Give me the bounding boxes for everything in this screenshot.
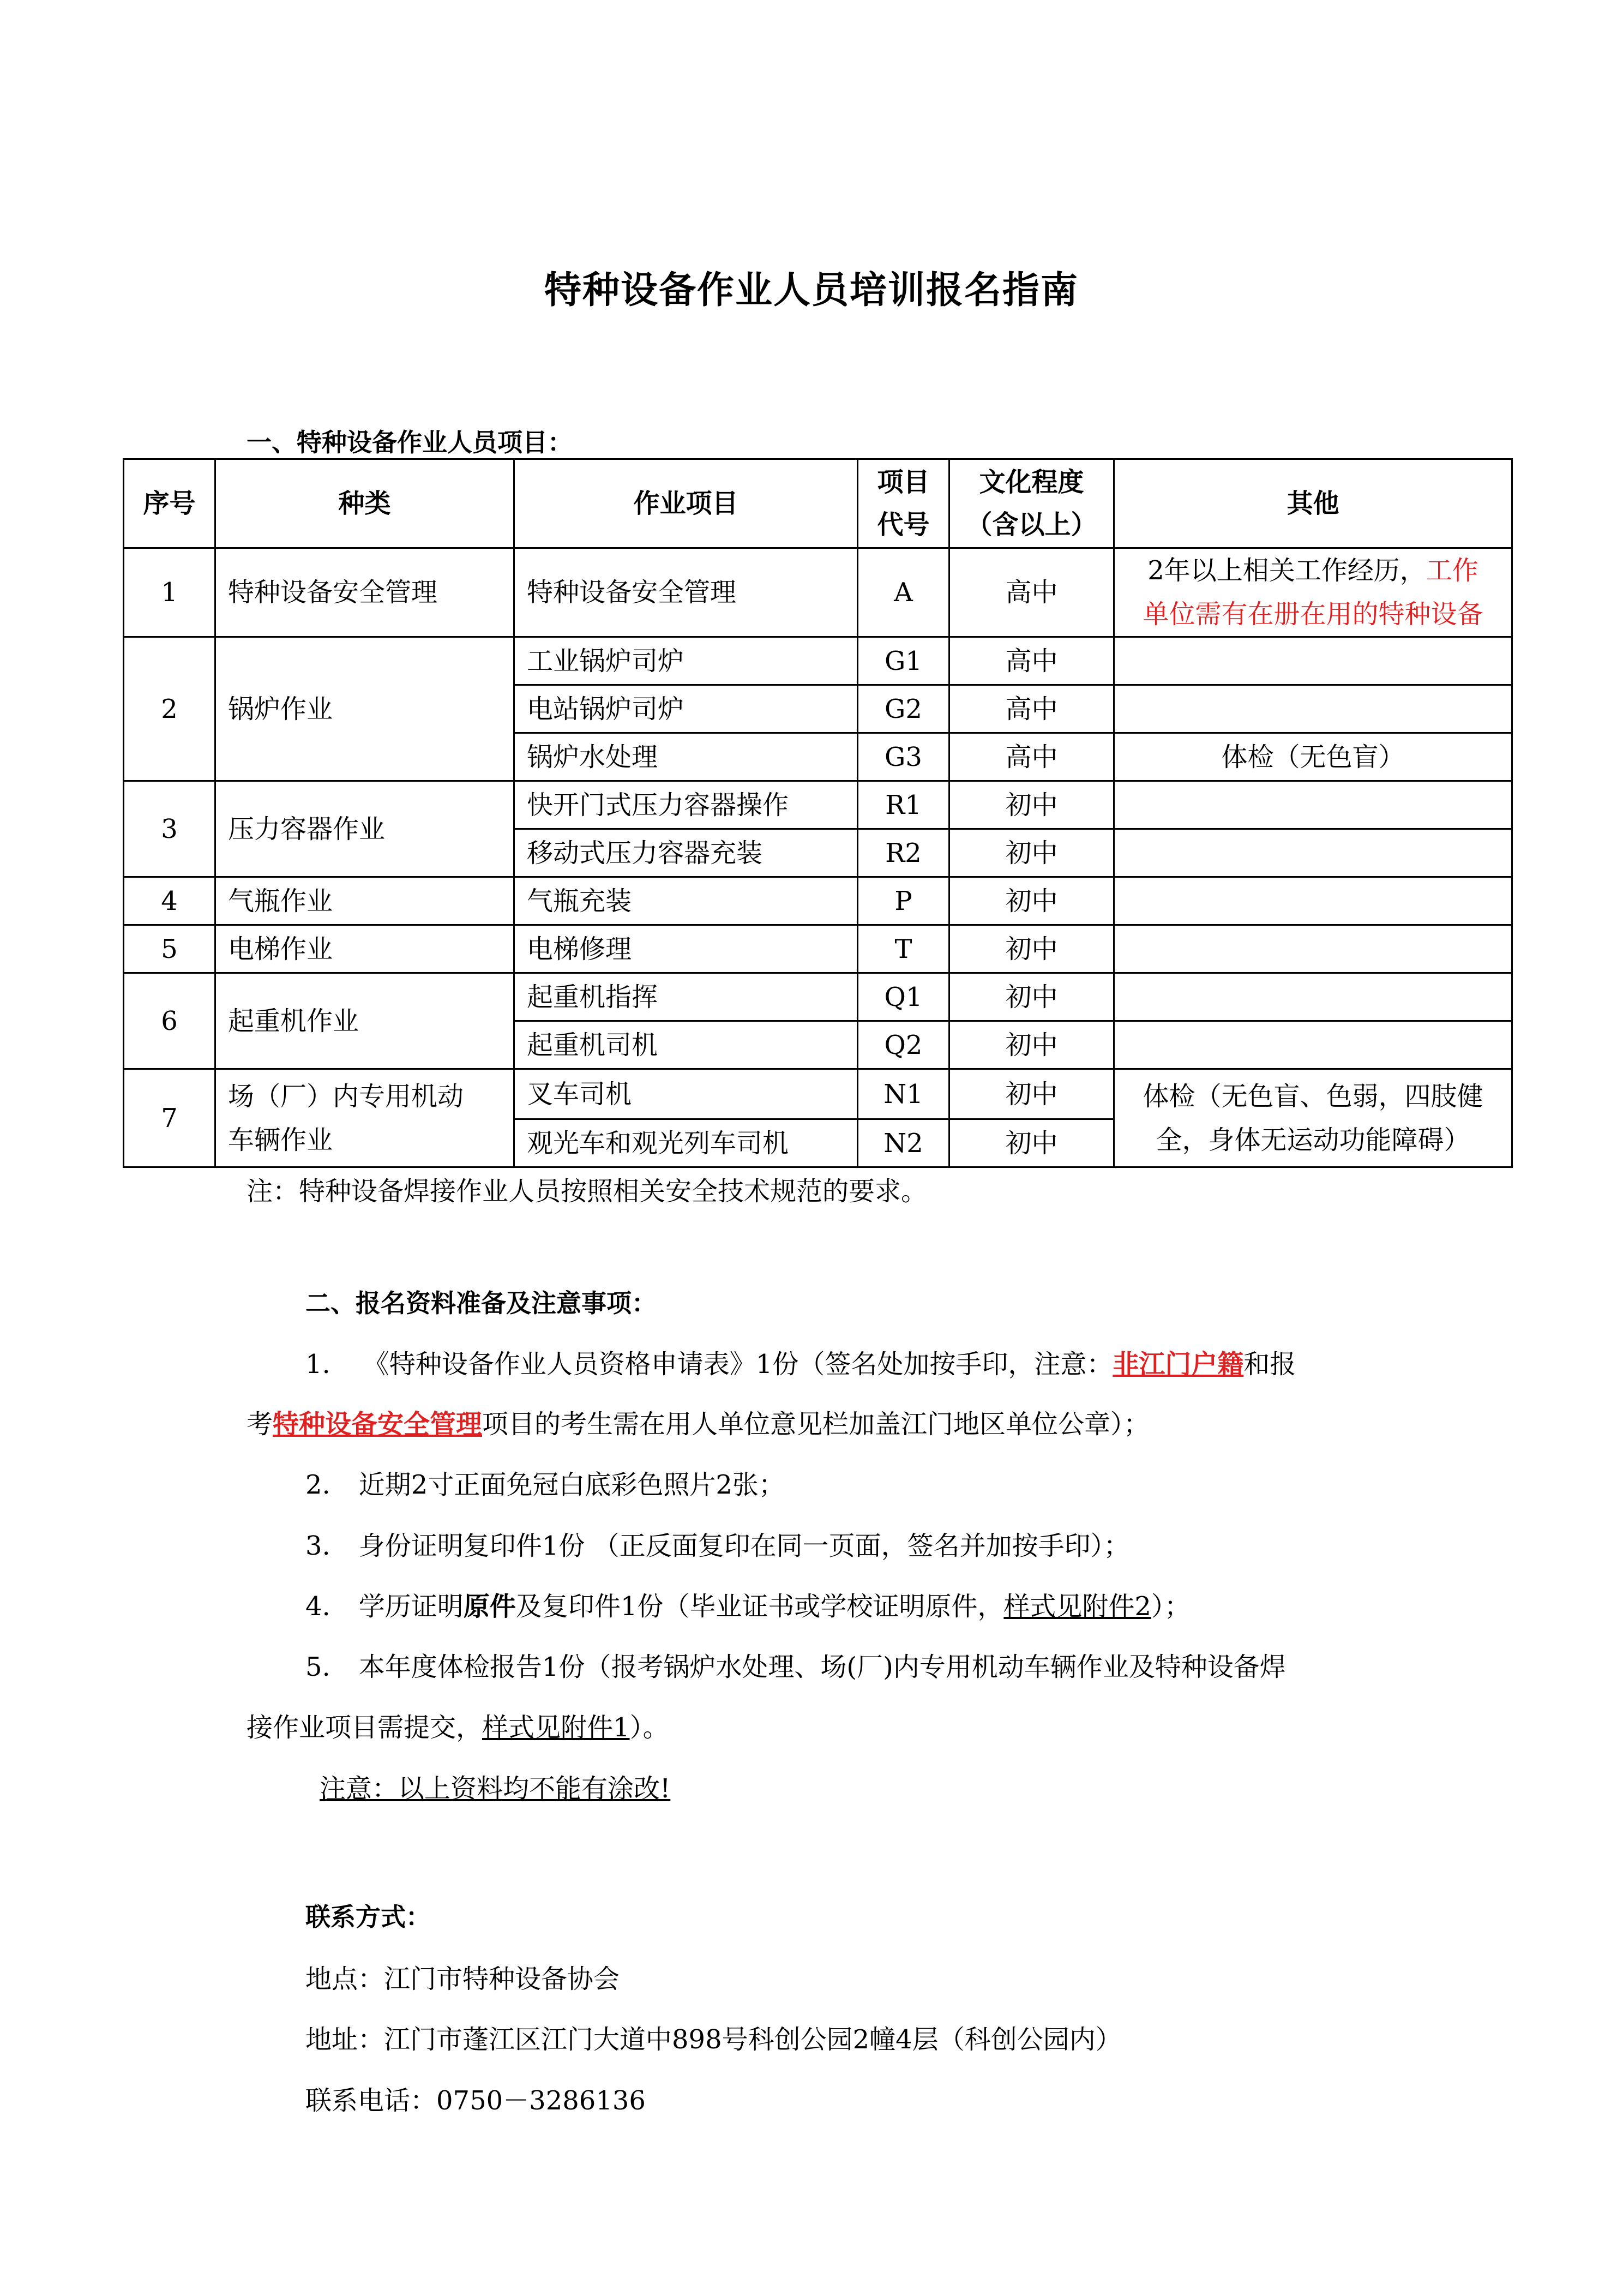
item1-text-b: 和报: [1243, 1349, 1296, 1380]
item1-num: 1.: [305, 1349, 330, 1380]
item1-red1: 非江门户籍: [1113, 1349, 1244, 1380]
item5-line2: [247, 1706, 669, 1744]
table-note: 注：特种设备焊接作业人员按照相关安全技术规范的要求。: [247, 1176, 928, 1207]
category-line2: 车辆作业: [228, 1124, 333, 1155]
cell-other: [1114, 877, 1512, 925]
cell-item: 起重机指挥: [514, 973, 858, 1021]
cell-code: G3: [858, 733, 949, 781]
item4-num: 4.: [305, 1591, 330, 1622]
cell-item: 电梯修理: [514, 925, 858, 973]
cell-edu: 初中: [949, 973, 1114, 1021]
cell-other: [1114, 925, 1512, 973]
table-row: [124, 1069, 1512, 1119]
cell-item: 工业锅炉司炉: [514, 637, 858, 685]
item5-text-a: 本年度体检报告1份（报考锅炉水处理、场(厂)内专用机动车辆作业及特种设备焊: [358, 1652, 1286, 1682]
cell-seq: 6: [124, 973, 215, 1069]
cell-other: [1114, 1021, 1512, 1069]
header-item: 作业项目: [514, 459, 858, 548]
cell-item: 移动式压力容器充装: [514, 829, 858, 877]
item1-text-d: 项目的考生需在用人单位意见栏加盖江门地区单位公章）；: [482, 1409, 1150, 1440]
item4-text-c: ）；: [1151, 1591, 1191, 1622]
item5-text-b: 接作业项目需提交，: [247, 1712, 483, 1743]
cell-other: 体检（无色盲）: [1114, 733, 1512, 781]
cell-edu: 高中: [949, 685, 1114, 733]
cell-item: 特种设备安全管理: [514, 548, 858, 637]
cell-code: R2: [858, 829, 949, 877]
item4-bold: 原件: [463, 1591, 516, 1622]
cell-seq: 3: [124, 781, 215, 877]
cell-code: N1: [858, 1069, 949, 1119]
other-line2: 全，身体无运动功能障碍）: [1156, 1124, 1470, 1155]
cell-category: 电梯作业: [215, 925, 514, 973]
item4-text-b: 及复印件1份（毕业证书或学校证明原件，: [515, 1591, 1004, 1622]
item3-num: 3.: [305, 1531, 330, 1561]
item3: [305, 1525, 1130, 1562]
cell-code: N2: [858, 1119, 949, 1167]
cell-edu: 初中: [949, 781, 1114, 829]
table-row: [124, 973, 1512, 1021]
cell-category: 压力容器作业: [215, 781, 514, 877]
header-code-line1: 项目: [877, 467, 930, 497]
cell-seq: 4: [124, 877, 215, 925]
item1-line1: [305, 1343, 1296, 1381]
other-red-text: 工作: [1426, 555, 1478, 586]
page-title: 特种设备作业人员培训报名指南: [544, 269, 1079, 312]
header-other: 其他: [1114, 459, 1512, 548]
section2-heading: 二、报名资料准备及注意事项：: [305, 1288, 657, 1318]
cell-seq: 2: [124, 637, 215, 781]
cell-other: [1114, 548, 1512, 637]
table-row: [124, 548, 1512, 637]
header-code: [858, 459, 949, 548]
table-row: [124, 637, 1512, 685]
cell-item: 电站锅炉司炉: [514, 685, 858, 733]
other-black-text: 2年以上相关工作经历，: [1147, 555, 1426, 586]
cell-other: [1114, 1069, 1512, 1167]
cell-code: A: [858, 548, 949, 637]
cell-other: [1114, 781, 1512, 829]
contact-address: 地址：江门市蓬江区江门大道中898号科创公园2幢4层（科创公园内）: [305, 2024, 1122, 2055]
cell-category: 气瓶作业: [215, 877, 514, 925]
item2: [305, 1464, 785, 1501]
cell-other: [1114, 685, 1512, 733]
cell-category: [215, 1069, 514, 1167]
cell-edu: 高中: [949, 548, 1114, 637]
cell-seq: 7: [124, 1069, 215, 1167]
section1-heading: 一、特种设备作业人员项目：: [247, 428, 573, 457]
cell-seq: 5: [124, 925, 215, 973]
category-line1: 场（厂）内专用机动: [228, 1081, 464, 1112]
cell-code: G1: [858, 637, 949, 685]
header-category: 种类: [215, 459, 514, 548]
item5-line1: [305, 1646, 1286, 1683]
header-code-line2: 代号: [877, 509, 930, 540]
cell-edu: 初中: [949, 1069, 1114, 1119]
table-row: [124, 925, 1512, 973]
header-edu-line1: 文化程度: [979, 467, 1084, 497]
cell-edu: 初中: [949, 877, 1114, 925]
cell-code: R1: [858, 781, 949, 829]
contact-phone: 联系电话：0750－3286136: [305, 2085, 646, 2116]
contact-heading: 联系方式：: [305, 1902, 431, 1932]
cell-edu: 初中: [949, 1119, 1114, 1167]
item2-text: 近期2寸正面免冠白底彩色照片2张；: [358, 1470, 785, 1500]
item4-text-a: 学历证明: [358, 1591, 464, 1622]
cell-edu: 初中: [949, 925, 1114, 973]
cell-code: T: [858, 925, 949, 973]
cell-edu: 初中: [949, 1021, 1114, 1069]
cell-other: [1114, 829, 1512, 877]
cell-other: [1114, 973, 1512, 1021]
cell-item: 观光车和观光列车司机: [514, 1119, 858, 1167]
item5-text-c: ）。: [629, 1712, 669, 1743]
header-edu-line2: （含以上）: [966, 509, 1097, 540]
project-table: [123, 458, 1513, 1168]
cell-item: 气瓶充装: [514, 877, 858, 925]
warning-note: 注意：以上资料均不能有涂改!: [320, 1773, 671, 1804]
cell-item: 叉车司机: [514, 1069, 858, 1119]
other-red-text-2: 单位需有在册在用的特种设备: [1143, 599, 1483, 630]
cell-item: 锅炉水处理: [514, 733, 858, 781]
cell-edu: 高中: [949, 637, 1114, 685]
item4-underline: 样式见附件2: [1003, 1591, 1151, 1622]
item1-text-c: 考: [247, 1409, 273, 1440]
cell-edu: 初中: [949, 829, 1114, 877]
cell-code: G2: [858, 685, 949, 733]
cell-category: 起重机作业: [215, 973, 514, 1069]
other-line1: 体检（无色盲、色弱，四肢健: [1143, 1081, 1483, 1112]
item1-line2: [247, 1403, 1150, 1441]
item1-red2: 特种设备安全管理: [273, 1409, 483, 1440]
header-seq: 序号: [124, 459, 215, 548]
cell-item: 起重机司机: [514, 1021, 858, 1069]
table-row: [124, 781, 1512, 829]
cell-code: P: [858, 877, 949, 925]
item4: [305, 1585, 1191, 1623]
header-edu: [949, 459, 1114, 548]
cell-item: 快开门式压力容器操作: [514, 781, 858, 829]
cell-code: Q2: [858, 1021, 949, 1069]
item3-text: 身份证明复印件1份 （正反面复印在同一页面，签名并加按手印）；: [358, 1531, 1130, 1561]
cell-seq: 1: [124, 548, 215, 637]
item5-underline: 样式见附件1: [482, 1712, 630, 1743]
cell-other: [1114, 637, 1512, 685]
item5-num: 5.: [305, 1652, 330, 1682]
cell-edu: 高中: [949, 733, 1114, 781]
cell-category: 特种设备安全管理: [215, 548, 514, 637]
table-header-row: [124, 459, 1512, 548]
cell-code: Q1: [858, 973, 949, 1021]
contact-place: 地点：江门市特种设备协会: [305, 1964, 620, 1994]
table-row: [124, 877, 1512, 925]
item1-text-a: 《特种设备作业人员资格申请表》1份（签名处加按手印，注意：: [363, 1349, 1113, 1380]
item2-num: 2.: [305, 1470, 330, 1500]
cell-category: 锅炉作业: [215, 637, 514, 781]
